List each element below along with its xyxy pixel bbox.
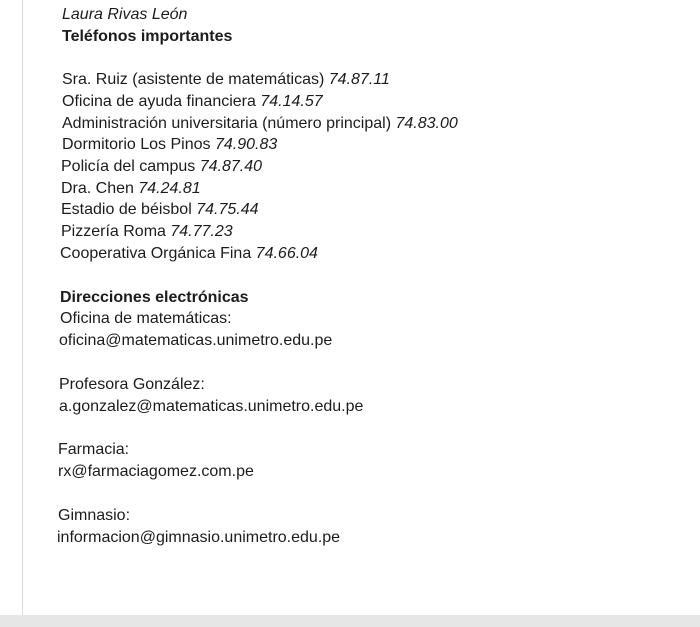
email-address: oficina@matematicas.unimetro.edu.pe — [59, 332, 333, 349]
emails-heading: Direcciones electrónicas — [60, 289, 249, 306]
email-address: rx@farmaciagomez.com.pe — [58, 463, 254, 480]
phone-name: Oficina de ayuda financiera — [62, 93, 256, 110]
phones-heading: Teléfonos importantes — [62, 28, 233, 45]
phone-entry — [61, 157, 262, 177]
phone-name: Estadio de béisbol — [61, 201, 192, 218]
email-label: Profesora González: — [59, 376, 205, 393]
email-label: Oficina de matemáticas: — [60, 310, 232, 327]
phone-entry — [60, 244, 318, 264]
phone-entry — [61, 200, 259, 220]
phone-name: Dormitorio Los Pinos — [62, 136, 211, 153]
phone-entry — [62, 92, 323, 112]
phone-number: 74.66.04 — [255, 245, 318, 262]
email-address: informacion@gimnasio.unimetro.edu.pe — [57, 529, 341, 546]
phone-name: Cooperativa Orgánica Fina — [60, 245, 252, 262]
phone-number: 74.87.11 — [328, 71, 390, 88]
phone-name: Policía del campus — [61, 158, 196, 175]
phone-number: 74.83.00 — [395, 115, 458, 132]
phone-name: Pizzería Roma — [61, 223, 166, 240]
phone-number: 74.14.57 — [260, 93, 323, 110]
phone-entry — [61, 179, 201, 199]
email-label: Gimnasio: — [58, 507, 131, 524]
phone-number: 74.90.83 — [214, 136, 278, 153]
left-gutter — [0, 0, 22, 615]
phone-name: Sra. Ruiz (asistente de matemáticas) — [62, 71, 325, 88]
phone-entry — [61, 222, 233, 242]
phone-number: 74.75.44 — [196, 201, 259, 218]
phone-number: 74.77.23 — [170, 223, 233, 240]
author-name: Laura Rivas León — [62, 6, 188, 23]
bottom-scroll-band — [0, 615, 700, 627]
email-label: Farmacia: — [58, 441, 130, 458]
phone-number: 74.24.81 — [138, 180, 201, 197]
phone-name: Administración universitaria (número principal) — [62, 115, 392, 132]
phone-entry — [62, 135, 277, 155]
phone-entry — [62, 114, 458, 134]
email-address: a.gonzalez@matematicas.unimetro.edu.pe — [59, 398, 364, 415]
phone-entry — [62, 70, 390, 90]
phone-number: 74.87.40 — [199, 158, 263, 175]
phone-name: Dra. Chen — [61, 180, 134, 197]
